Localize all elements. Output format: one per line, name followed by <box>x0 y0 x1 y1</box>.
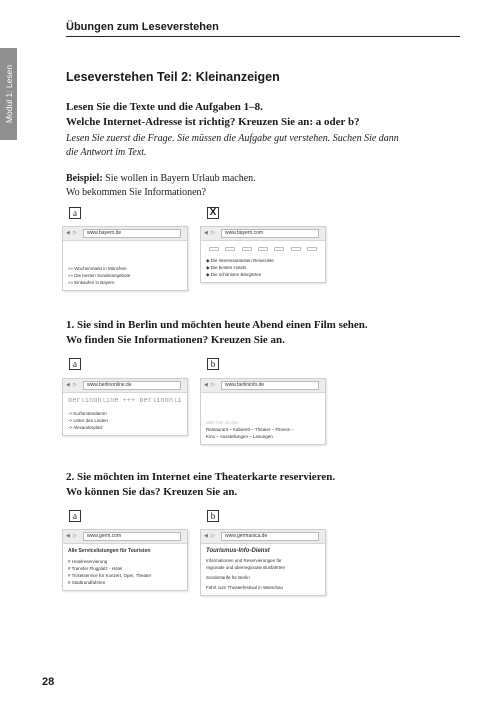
address-bar: www.germ.com <box>83 532 181 541</box>
category-line-1: Restaurant – Kabarett – Theater – Fitness – <box>206 427 294 432</box>
question-2 <box>66 470 466 500</box>
list-item: »» Die besten Sonderangebote <box>68 273 131 278</box>
page-number: 28 <box>42 676 55 688</box>
example-option-a-checkbox[interactable]: a <box>69 207 81 219</box>
list-item: -> Kurfürstendamm <box>68 411 107 416</box>
section-title: Leseverstehen Teil 2: Kleinanzeigen <box>66 70 280 84</box>
q2-option-a-browser <box>62 529 188 591</box>
site-banner: berlinonline +++ berlinonli <box>68 398 182 405</box>
q1-option-a-browser <box>62 378 188 436</box>
info-line-3: Sondertarife für Berlin <box>206 575 250 580</box>
content-heading: Tourismus-Info-Dienst <box>206 548 270 554</box>
address-bar: www.berlinonline.de <box>83 381 181 390</box>
question-2-line-1: 2. Sie möchten im Internet eine Theaterkarte reservieren. <box>66 471 336 483</box>
info-line-4: Fahrt zum Theaterfestival in Warschau <box>206 585 284 590</box>
module-side-tab <box>0 48 17 140</box>
header-rule <box>66 36 460 37</box>
nav-arrows-icon: ◀ ▷ <box>204 533 217 539</box>
instructions <box>66 100 466 160</box>
module-side-tab-label: Modul 1: Lesen <box>3 64 14 124</box>
category-line-2: Kino – Ausstellungen – Lesungen <box>206 434 273 439</box>
example-label: Beispiel: <box>66 173 103 184</box>
list-item: ◆ Die besten Hotels <box>206 265 247 270</box>
nav-arrows-icon: ◀ ▷ <box>204 382 217 388</box>
list-item: # Stadtrundfahrten <box>68 580 106 585</box>
example-option-b-browser <box>200 226 326 283</box>
address-bar: www.bayern.de <box>83 229 181 238</box>
info-line-1: Informationen und Reservierungen für <box>206 558 282 563</box>
example-option-b-checkbox-checked[interactable]: X <box>207 207 219 219</box>
list-item: »» Einkaufen in Bayern <box>68 280 115 285</box>
list-item: # Hotelreservierung <box>68 559 108 564</box>
q1-option-a-checkbox[interactable]: a <box>69 358 81 370</box>
icon-row <box>206 247 320 251</box>
nav-arrows-icon: ◀ ▷ <box>66 533 79 539</box>
faded-link-text: Bitte hier klicken <box>206 420 239 425</box>
q2-option-b-browser <box>200 529 326 596</box>
nav-arrows-icon: ◀ ▷ <box>66 230 79 236</box>
page-header: Übungen zum Leseverstehen <box>66 21 219 33</box>
list-item: »» Wochenmarkt in München <box>68 266 127 271</box>
list-item: ◆ Die interessantesten Reiseziele <box>206 258 274 263</box>
question-1-line-2: Wo finden Sie Informationen? Kreuzen Sie an. <box>66 334 285 346</box>
address-bar: www.germanica.de <box>221 532 319 541</box>
example-option-a-browser <box>62 226 188 291</box>
q1-option-b-browser <box>200 378 326 445</box>
content-heading: Alle Servicelistungen für Touristen <box>68 548 151 554</box>
list-item: ◆ Die schönsten Biergärten <box>206 272 262 277</box>
list-item: -> Unter den Linden <box>68 418 108 423</box>
address-bar: www.bayern.com <box>221 229 319 238</box>
list-item: # Ticketservice für Konzert, Oper, Theater <box>68 573 152 578</box>
q1-option-b-checkbox[interactable]: b <box>207 358 219 370</box>
instruction-line-1: Lesen Sie die Texte und die Aufgaben 1–8. <box>66 101 263 113</box>
list-item: # Transfer Flugplatz - Hotel <box>68 566 123 571</box>
question-2-line-2: Wo können Sie das? Kreuzen Sie an. <box>66 486 238 498</box>
instruction-note <box>66 132 466 160</box>
example-line-2: Wo bekommen Sie Informationen? <box>66 187 206 198</box>
address-bar: www.berlininfo.de <box>221 381 319 390</box>
question-1 <box>66 318 466 348</box>
list-item: -> Alexanderplatz <box>68 425 103 430</box>
example-block <box>66 172 256 200</box>
instruction-line-2: Welche Internet-Adresse ist richtig? Kreuzen Sie an: a oder b? <box>66 116 360 128</box>
instruction-note-1: Lesen Sie zuerst die Frage. Sie müssen die Aufgabe gut verstehen. Suchen Sie dann <box>66 133 399 144</box>
nav-arrows-icon: ◀ ▷ <box>204 230 217 236</box>
q2-option-b-checkbox[interactable]: b <box>207 510 219 522</box>
nav-arrows-icon: ◀ ▷ <box>66 382 79 388</box>
info-line-2: regionale und überregionale Busfahrten <box>206 565 286 570</box>
question-1-line-1: 1. Sie sind in Berlin und möchten heute Abend einen Film sehen. <box>66 319 368 331</box>
example-line-1: Sie wollen in Bayern Urlaub machen. <box>105 173 256 184</box>
instruction-note-2: die Antwort im Text. <box>66 147 147 158</box>
q2-option-a-checkbox[interactable]: a <box>69 510 81 522</box>
